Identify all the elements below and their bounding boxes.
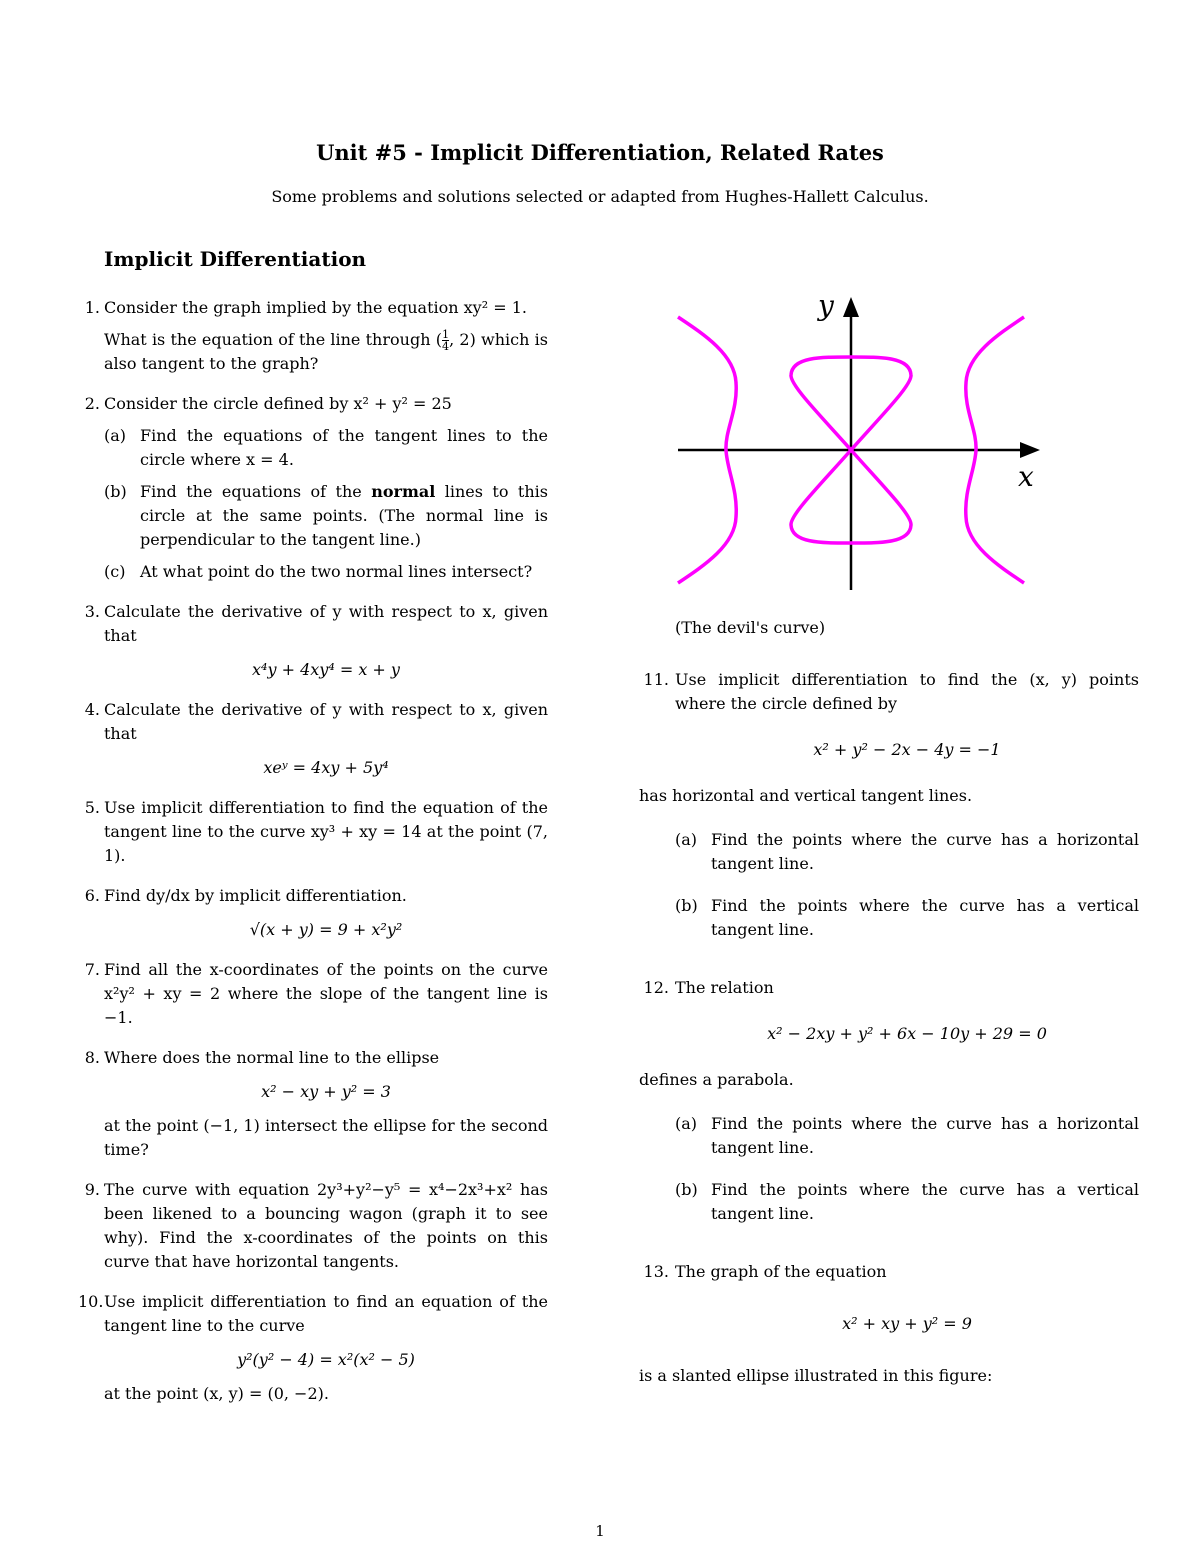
- problem-11: [639, 668, 1139, 942]
- problem-text: Find dy/dx by implicit differentiation.: [104, 886, 407, 906]
- equation: x² − 2xy + y² + 6x − 10y + 29 = 0: [767, 1024, 1047, 1043]
- y-axis-arrow-icon: [843, 297, 859, 317]
- x-axis-label: x: [1018, 460, 1034, 493]
- subpart-b: (b) Find the points where the curve has a vertical tangent line.: [675, 1180, 1139, 1223]
- subpart-a: (a) Find the points where the curve has a horizontal tangent line.: [675, 1114, 1139, 1157]
- problem-number: 11.: [643, 670, 669, 689]
- x-axis-arrow-icon: [1020, 442, 1040, 458]
- figure-caption: (The devil's curve): [675, 618, 826, 637]
- problem-text: Where does the normal line to the ellipse: [104, 1048, 440, 1068]
- problem-13: [639, 1260, 1139, 1388]
- problem-number: 1.: [84, 298, 100, 317]
- problem-8: [78, 1046, 548, 1162]
- equation: √(x + y) = 9 + x²y²: [249, 920, 403, 940]
- problem-7: [78, 958, 548, 1030]
- problem-text: Find all the x-coordinates of the points on the curve x²y² + xy = 2 where the slope of the tangent line is −1.: [104, 960, 548, 1028]
- problem-text: Use implicit differentiation to find the equation of the tangent line to the curve xy³ + xy = 14 at the point (7, 1).: [104, 798, 548, 866]
- subpart-c: (c) At what point do the two normal lines intersect?: [104, 562, 533, 582]
- page-subtitle: Some problems and solutions selected or adapted from Hughes-Hallett Calculus.: [271, 187, 929, 206]
- subpart-a: (a) Find the points where the curve has a horizontal tangent line.: [675, 830, 1139, 873]
- problem-9: [78, 1178, 548, 1274]
- problem-number: 4.: [84, 700, 100, 720]
- y-axis-label: y: [818, 289, 834, 322]
- problem-text-after: defines a parabola.: [639, 1070, 794, 1089]
- problem-text: Calculate the derivative of y with respect to x, given that: [104, 602, 548, 646]
- right-column: [639, 616, 1139, 1404]
- subpart-b: (b) Find the equations of the normal lines to this circle at the same points. (The normal line is perpendicular to the tangent line.): [104, 482, 548, 550]
- problem-5: [78, 796, 548, 868]
- subpart-b: (b) Find the points where the curve has a vertical tangent line.: [675, 896, 1139, 939]
- equation: y²(y² − 4) = x²(x² − 5): [237, 1350, 415, 1370]
- problem-number: 3.: [84, 602, 100, 622]
- page-title: Unit #5 - Implicit Differentiation, Related Rates: [316, 140, 884, 165]
- problem-text: Calculate the derivative of y with respect to x, given that: [104, 700, 548, 744]
- subpart-a: (a) Find the equations of the tangent lines to the circle where x = 4.: [104, 426, 548, 470]
- problem-number: 6.: [84, 886, 100, 906]
- problem-1: [78, 296, 548, 376]
- problem-number: 13.: [643, 1262, 669, 1281]
- problem-number: 9.: [84, 1180, 100, 1200]
- equation: x² − xy + y² = 3: [261, 1082, 391, 1102]
- problem-10: [78, 1290, 548, 1406]
- problem-number: 5.: [84, 798, 100, 818]
- problem-text-cont: What is the equation of the line through ( $\frac{1}{4}$ , 2) which is also tangent to the graph?: [104, 327, 548, 374]
- problem-text-after: at the point (−1, 1) intersect the ellipse for the second time?: [104, 1116, 548, 1160]
- problem-6: [78, 884, 548, 942]
- devils-curve-figure: [670, 285, 1050, 595]
- problem-12: [639, 976, 1139, 1226]
- problem-3: [78, 600, 548, 682]
- problem-text: Consider the graph implied by the equation xy² = 1.: [104, 298, 527, 317]
- section-heading: Implicit Differentiation: [104, 247, 367, 271]
- problem-number: 7.: [84, 960, 100, 980]
- equation: x² + xy + y² = 9: [842, 1314, 972, 1333]
- equation: xeʸ = 4xy + 5y⁴: [263, 758, 389, 778]
- problem-text: Consider the circle defined by x² + y² = 25: [104, 394, 452, 414]
- problem-4: [78, 698, 548, 780]
- problem-number: 8.: [84, 1048, 100, 1068]
- page-number: 1: [595, 1522, 605, 1540]
- problem-text: Use implicit differentiation to find an equation of the tangent line to the curve: [104, 1292, 548, 1336]
- problem-text: The graph of the equation: [675, 1262, 887, 1281]
- problem-2: [78, 392, 548, 584]
- equation: x⁴y + 4xy⁴ = x + y: [252, 660, 400, 680]
- problem-text: The curve with equation 2y³+y²−y⁵ = x⁴−2x³+x² has been likened to a bouncing wagon (graph it to see why). Find the x-coordinates of the points on this curve that have horizontal tangents.: [104, 1180, 548, 1272]
- problem-text-after: at the point (x, y) = (0, −2).: [104, 1384, 329, 1404]
- left-column: [78, 296, 548, 1422]
- fraction: $\frac{1}{4}$: [441, 327, 450, 353]
- problem-text-after: has horizontal and vertical tangent lines.: [639, 786, 973, 805]
- problem-text: The relation: [675, 978, 774, 997]
- equation: x² + y² − 2x − 4y = −1: [813, 740, 1001, 759]
- problem-number: 10.: [78, 1292, 104, 1312]
- problem-text-after: is a slanted ellipse illustrated in this figure:: [639, 1366, 993, 1385]
- problem-number: 12.: [643, 978, 669, 997]
- problem-text: Use implicit differentiation to find the (x, y) points where the circle defined by: [675, 670, 1139, 713]
- problem-number: 2.: [84, 394, 100, 414]
